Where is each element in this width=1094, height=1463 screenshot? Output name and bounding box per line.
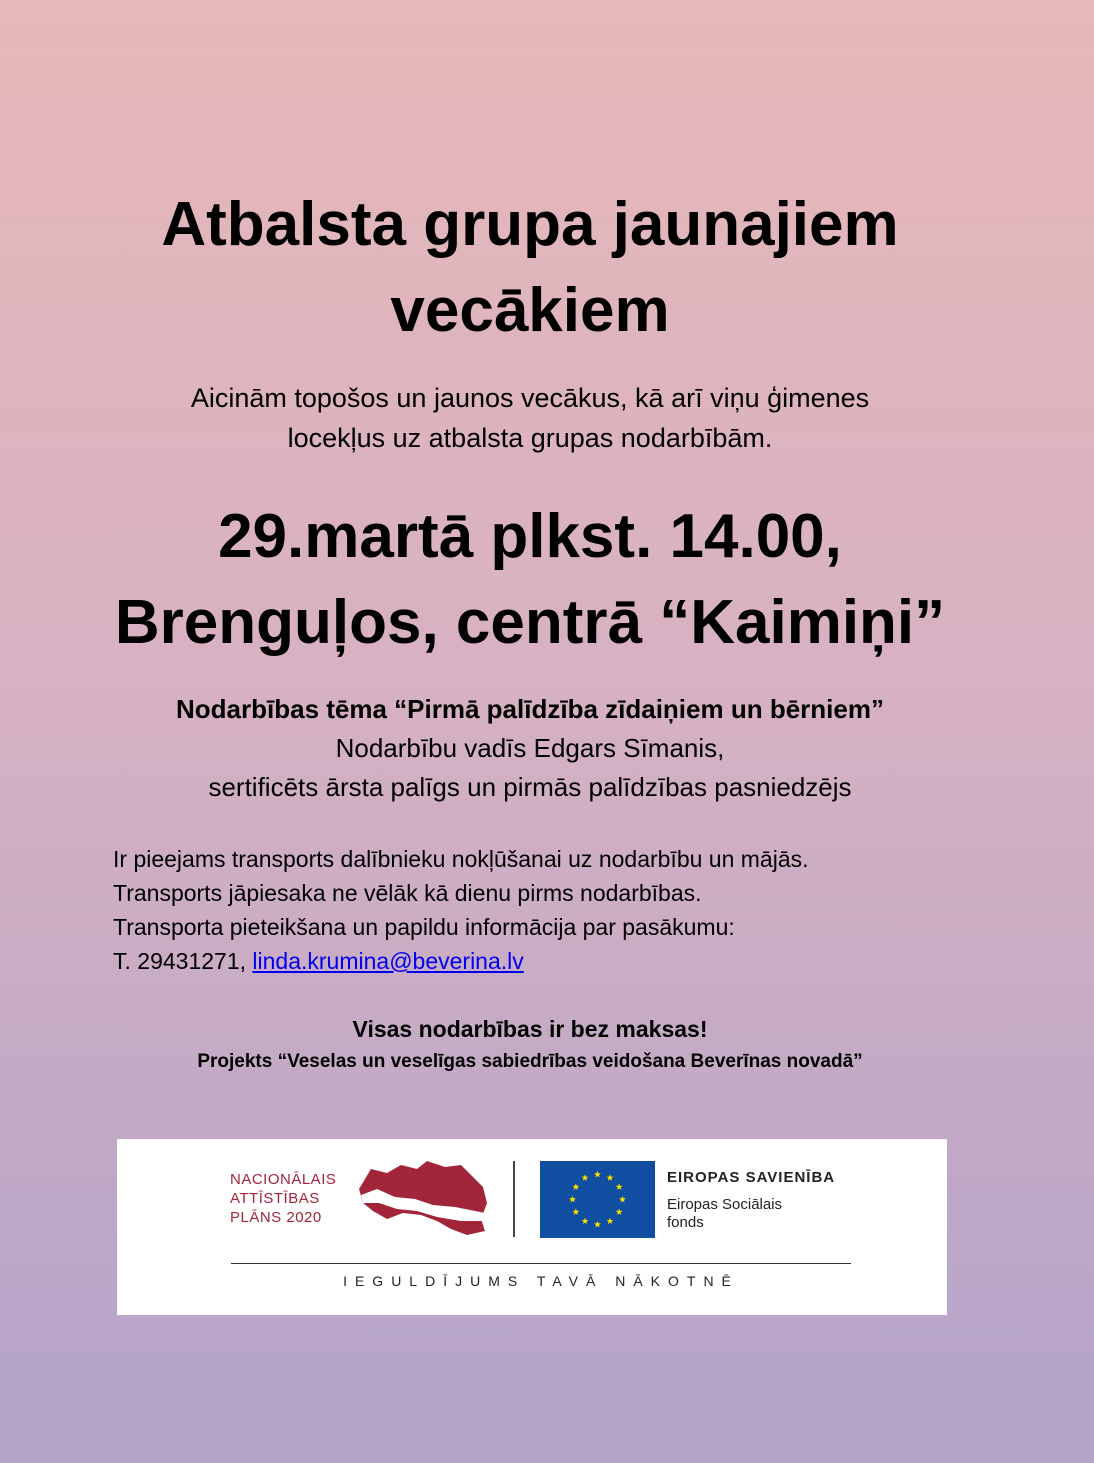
intro-line-1: Aicinām topošos un jaunos vecākus, kā arī viņu ģimenes bbox=[190, 383, 870, 413]
contact-line bbox=[113, 944, 1013, 978]
logo-divider bbox=[513, 1161, 515, 1237]
transport-info bbox=[113, 842, 1013, 978]
transport-line-1: Ir pieejams transports dalībnieku nokļūšanai uz nodarbību un mājās. bbox=[113, 846, 809, 872]
tagline: IEGULDĪJUMS TAVĀ NĀKOTNĒ bbox=[343, 1273, 739, 1289]
eu-fund-name bbox=[667, 1196, 782, 1232]
free-note: Visas nodarbības ir bez maksas! bbox=[352, 1016, 708, 1042]
title-line-1: Atbalsta grupa jaunajiem bbox=[161, 190, 899, 259]
nap-line-1: NACIONĀLAIS bbox=[230, 1171, 337, 1188]
transport-line-3: Transporta pieteikšana un papildu informācija par pasākumu: bbox=[113, 914, 735, 940]
event-location: Brenguļos, centrā “Kaimiņi” bbox=[114, 588, 946, 657]
contact-email-link[interactable]: linda.krumina@beverina.lv bbox=[252, 948, 524, 974]
topic-leader-role: sertificēts ārsta palīgs un pirmās palīdzības pasniedzējs bbox=[208, 772, 852, 802]
tagline-rule bbox=[231, 1263, 851, 1264]
eu-flag-icon bbox=[540, 1161, 655, 1238]
nap-logo-text bbox=[230, 1170, 370, 1227]
event-time-place bbox=[0, 494, 1060, 666]
contact-phone: T. 29431271, bbox=[113, 948, 253, 974]
intro-text bbox=[0, 378, 1060, 458]
poster-title bbox=[0, 182, 1060, 354]
eu-sub-line-1: Eiropas Sociālais bbox=[667, 1196, 783, 1213]
topic-leader: Nodarbību vadīs Edgars Sīmanis, bbox=[335, 733, 725, 763]
transport-line-2: Transports jāpiesaka ne vēlāk kā dienu pirms nodarbības. bbox=[113, 880, 702, 906]
project-name: Projekts “Veselas un veselīgas sabiedrības veidošana Beverīnas novadā” bbox=[197, 1051, 863, 1072]
topic-title: Nodarbības tēma “Pirmā palīdzība zīdaiņiem un bērniem” bbox=[176, 694, 884, 724]
nap-line-2: ATTĪSTĪBAS bbox=[230, 1190, 320, 1207]
event-date-time: 29.martā plkst. 14.00, bbox=[218, 502, 842, 571]
eu-sub-line-2: fonds bbox=[667, 1214, 704, 1231]
eu-title: EIROPAS SAVIENĪBA bbox=[667, 1169, 836, 1186]
title-line-2: vecākiem bbox=[390, 276, 670, 345]
logo-bar bbox=[117, 1139, 947, 1315]
latvia-map-icon bbox=[357, 1159, 489, 1239]
topic-block bbox=[0, 690, 1060, 807]
intro-line-2: locekļus uz atbalsta grupas nodarbībām. bbox=[287, 423, 773, 453]
nap-line-3: PLĀNS 2020 bbox=[230, 1209, 322, 1226]
